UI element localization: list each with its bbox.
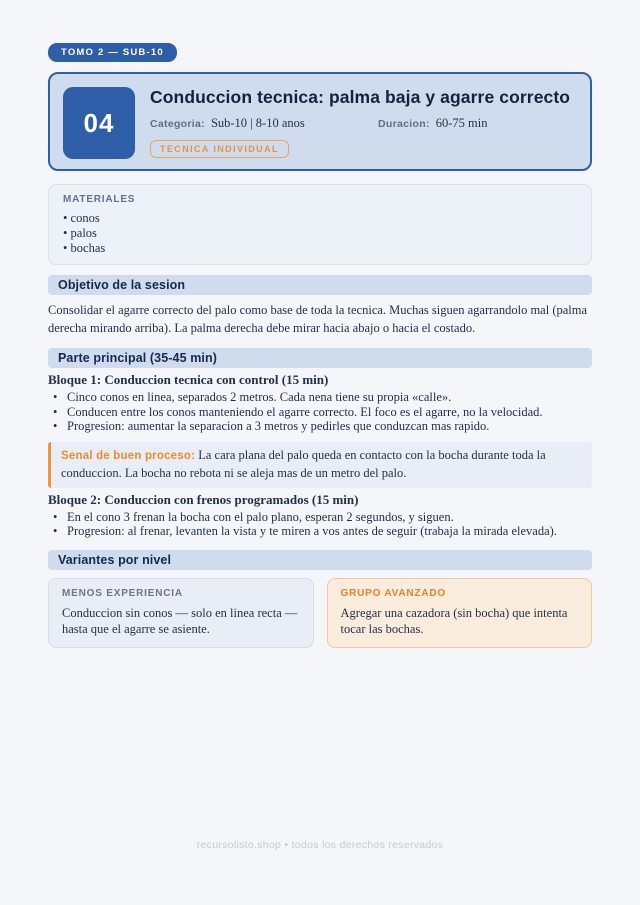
- callout-label: Senal de buen proceso:: [61, 449, 196, 462]
- section-title: Objetivo de la sesion: [58, 278, 186, 292]
- block-2-heading: Bloque 2: Conduccion con frenos programados (15 min): [48, 491, 359, 507]
- block-1-heading: Bloque 1: Conduccion tecnica con control (15 min): [48, 372, 329, 387]
- process-signal-callout: [48, 442, 592, 488]
- duration-value: 60-75 min: [435, 116, 488, 130]
- tomo-badge: TOMO 2 — SUB-10: [48, 43, 177, 62]
- callout-text: [61, 447, 580, 482]
- variant-card-text: Conduccion sin conos — solo en linea recta — hasta que el agarre se asiente.: [62, 605, 298, 636]
- footer-text: recursolisto.shop • todos los derechos reservados: [196, 839, 444, 851]
- header-meta-row: [150, 114, 574, 132]
- section-header-objective: [48, 275, 592, 295]
- category-value: Sub-10 | 8-10 anos: [210, 116, 305, 130]
- header-details: [150, 87, 574, 159]
- technique-tag: TECNICA INDIVIDUAL: [150, 140, 289, 158]
- duration-meta: [378, 114, 487, 132]
- list-item: • En el cono 3 frenan la bocha con el palo plano, esperan 2 segundos, y siguen.: [53, 510, 592, 525]
- variant-card-text: Agregar una cazadora (sin bocha) que intenta tocar las bochas.: [340, 605, 568, 636]
- list-item: • Cinco conos en linea, separados 2 metros. Cada nena tiene su propia «calle».: [53, 390, 592, 405]
- category-meta: [150, 114, 378, 132]
- block-2-bullets: [48, 510, 592, 539]
- list-item: • palos: [63, 226, 577, 241]
- header-card: [48, 72, 592, 171]
- variant-card-advanced: [327, 578, 593, 648]
- materials-list: [63, 211, 577, 256]
- list-item: • Progresion: al frenar, levanten la vista y te miren a vos antes de seguir (trabaja la mirada elevada).: [53, 524, 592, 539]
- variant-card-less-experience: [48, 578, 314, 648]
- section-title: Parte principal (35-45 min): [58, 351, 217, 365]
- list-item: • Conducen entre los conos manteniendo el agarre correcto. El foco es el agarre, no la velocidad.: [53, 405, 592, 420]
- list-item: • Progresion: aumentar la separacion a 3 metros y pedirles que conduzcan mas rapido.: [53, 419, 592, 434]
- block-1-bullets: [48, 390, 592, 434]
- section-title: Variantes por nivel: [58, 552, 172, 567]
- objective-text: Consolidar el agarre correcto del palo como base de toda la tecnica. Muchas siguen agarrandolo mal (palma derecha mirando arriba). La palma derecha debe mirar hacia abajo o hacia el costado.: [48, 303, 588, 335]
- page-title: Conduccion tecnica: palma baja y agarre correcto: [150, 87, 571, 107]
- category-label: Categoria:: [150, 118, 205, 130]
- variant-card-heading: GRUPO AVANZADO: [340, 587, 446, 599]
- block-2: [48, 492, 592, 539]
- variant-cards-row: [48, 578, 592, 648]
- callout-body: La cara plana del palo queda en contacto con la bocha durante toda la conduccion. La bocha no rebota ni se aleja mas de un metro del palo.: [61, 447, 546, 480]
- block-1: [48, 372, 592, 434]
- materials-heading: MATERIALES: [63, 194, 136, 205]
- list-item: • conos: [63, 211, 577, 226]
- materials-box: [48, 184, 592, 265]
- list-item: • bochas: [63, 241, 577, 256]
- duration-label: Duracion:: [378, 118, 430, 130]
- section-header-variants: [48, 550, 592, 570]
- variant-card-heading: MENOS EXPERIENCIA: [62, 587, 183, 599]
- session-number-badge: 04: [63, 87, 135, 159]
- section-header-main-part: [48, 348, 592, 368]
